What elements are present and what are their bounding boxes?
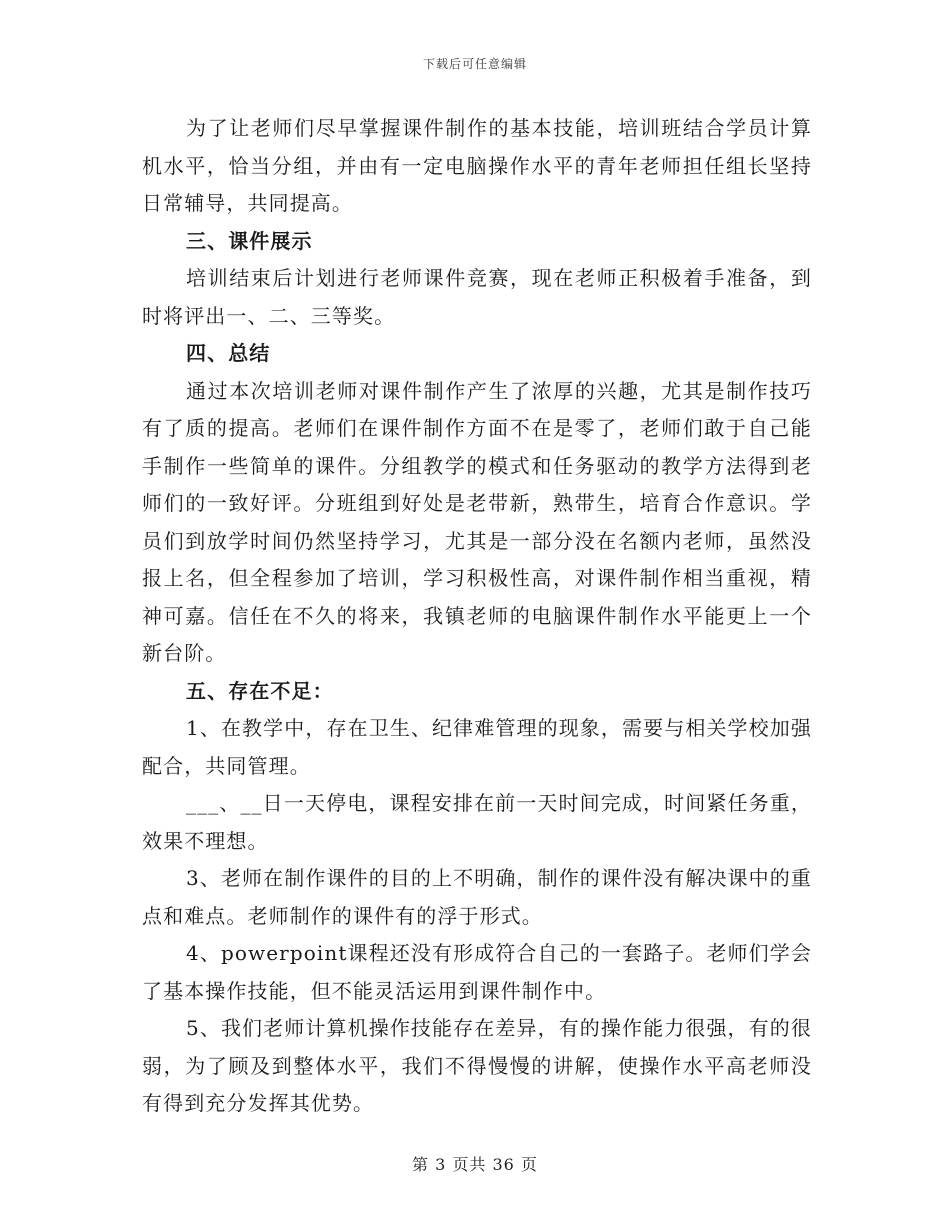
paragraph-summary: 通过本次培训老师对课件制作产生了浓厚的兴趣，尤其是制作技巧有了质的提高。老师们在课件制作方面不在是零了，老师们敢于自己能手制作一些简单的课件。分组教学的模式和任务驱动的教学方法得到老师们的一致好评。分班组到好处是老带新，熟带生，培育合作意识。学员们到放学时间仍然坚持学习，尤其是一部分没在名额内老师，虽然没报上名，但全程参加了培训，学习积极性高，对课件制作相当重视，精神可嘉。信任在不久的将来，我镇老师的电脑课件制作水平能更上一个新台阶。 [142, 378, 812, 665]
heading-shortcomings: 五、存在不足： [186, 678, 334, 703]
page-header: 下载后可任意编辑 [422, 57, 527, 71]
list-item-shortcoming-1: 1、在教学中，存在卫生、纪律难管理的现象，需要与相关学校加强配合，共同管理。 [142, 716, 812, 778]
list-item-shortcoming-2: ___、__日一天停电，课程安排在前一天时间完成，时间紧任务重，效果不理想。 [142, 791, 812, 853]
page-number-footer: 第 3 页共 36 页 [412, 1155, 538, 1174]
list-item-shortcoming-4: 4、powerpoint课程还没有形成符合自己的一套路子。老师们学会了基本操作技能，但不能灵活运用到课件制作中。 [142, 941, 812, 1003]
paragraph-grouping: 为了让老师们尽早掌握课件制作的基本技能，培训班结合学员计算机水平，恰当分组，并由有一定电脑操作水平的青年老师担任组长坚持日常辅导，共同提高。 [142, 116, 812, 215]
heading-summary: 四、总结 [186, 341, 271, 365]
heading-courseware-showcase: 三、课件展示 [186, 228, 313, 253]
list-item-shortcoming-5: 5、我们老师计算机操作技能存在差异，有的操作能力很强，有的很弱，为了顾及到整体水平，我们不得慢慢的讲解，使操作水平高老师没有得到充分发挥其优势。 [142, 1016, 812, 1115]
paragraph-competition: 培训结束后计划进行老师课件竞赛，现在老师正积极着手准备，到时将评出一、二、三等奖。 [142, 266, 812, 328]
list-item-shortcoming-3: 3、老师在制作课件的目的上不明确，制作的课件没有解决课中的重点和难点。老师制作的课件有的浮于形式。 [142, 866, 812, 928]
document-body [142, 110, 812, 1123]
